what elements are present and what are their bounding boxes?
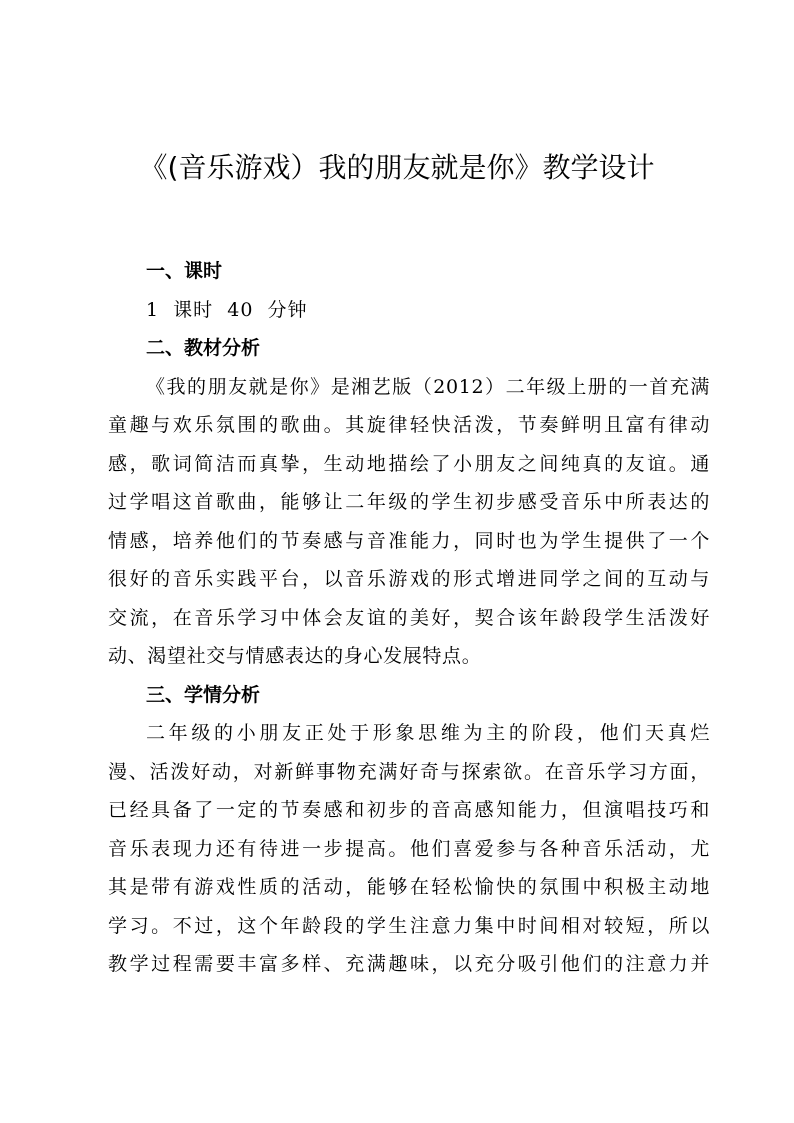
paragraph-line: 漫、活泼好动，对新鲜事物充满好奇与探索欲。在音乐学习方面， (108, 760, 710, 783)
paragraph-line: 其是带有游戏性质的活动，能够在轻松愉快的氛围中积极主动地 (108, 876, 710, 898)
paragraph-line: 二年级的小朋友正处于形象思维为主的阶段，他们天真烂 (146, 722, 710, 744)
paragraph-line: 《我的朋友就是你》是湘艺版（2012）二年级上册的一首充满 (146, 375, 710, 398)
paragraph-line: 教学过程需要丰富多样、充满趣味，以充分吸引他们的注意力并 (108, 953, 710, 975)
paragraph-line: 学习。不过，这个年龄段的学生注意力集中时间相对较短，所以 (108, 914, 710, 937)
document-body (108, 252, 710, 984)
section-heading-material-analysis: 二、教材分析 (146, 337, 261, 359)
paragraph-line: 音乐表现力还有待进一步提高。他们喜爱参与各种音乐活动，尤 (108, 837, 710, 860)
section-heading-class-hours: 一、课时 (146, 260, 223, 282)
document-title: 《(音乐游戏）我的朋友就是你》教学设计 (139, 151, 655, 184)
paragraph-line: 情感，培养他们的节奏感与音准能力，同时也为学生提供了一个 (108, 529, 710, 552)
paragraph-line: 童趣与欢乐氛围的歌曲。其旋律轻快活泼，节奏鲜明且富有律动 (108, 414, 710, 436)
paragraph-line: 感，歌词简洁而真挚，生动地描绘了小朋友之间纯真的友谊。通 (108, 452, 710, 475)
paragraph-line: 动、渴望社交与情感表达的身心发展特点。 (108, 645, 482, 667)
paragraph-line: 过学唱这首歌曲，能够让二年级的学生初步感受音乐中所表达的 (108, 491, 710, 513)
class-hours-text: 1 课时 40 分钟 (146, 298, 308, 321)
section-heading-learner-analysis: 三、学情分析 (146, 683, 261, 706)
paragraph-line: 已经具备了一定的节奏感和初步的音高感知能力，但演唱技巧和 (108, 799, 710, 821)
paragraph-line: 交流，在音乐学习中体会友谊的美好，契合该年龄段学生活泼好 (108, 606, 710, 629)
paragraph-line: 很好的音乐实践平台，以音乐游戏的形式增进同学之间的互动与 (108, 568, 710, 590)
